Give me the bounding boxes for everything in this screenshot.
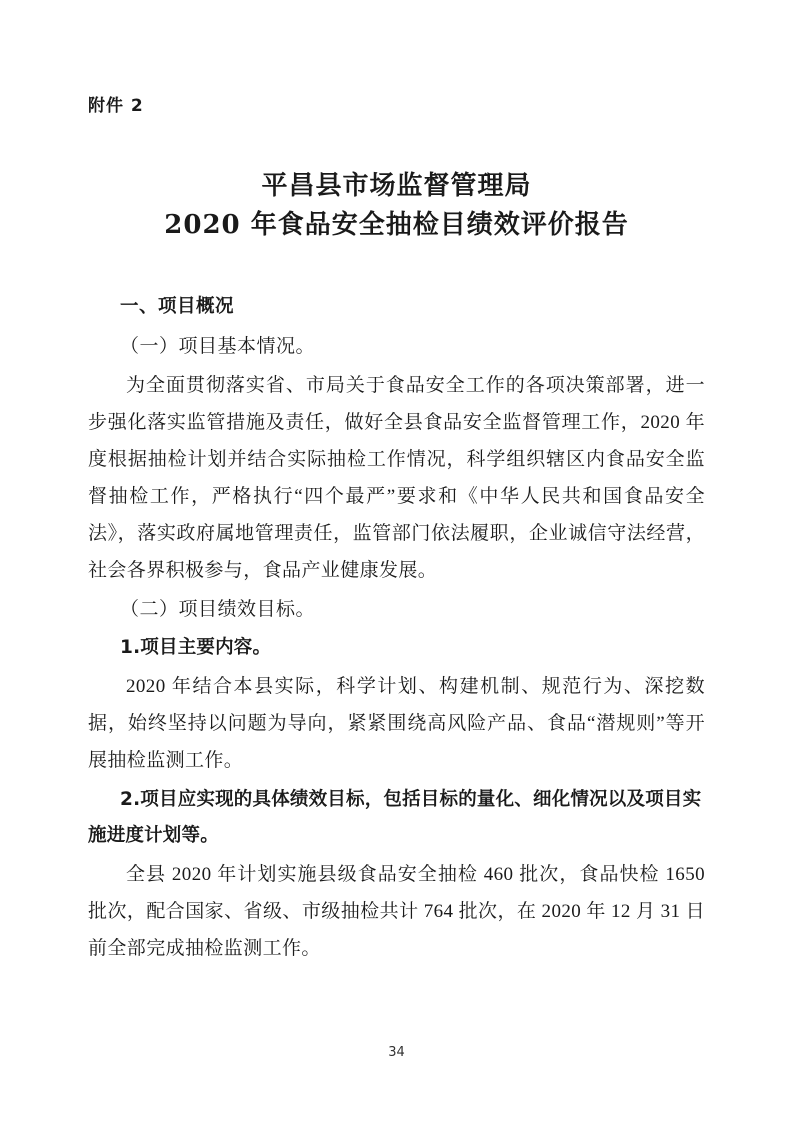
document-title-line-2: 2020 年食品安全抽检目绩效评价报告 (164, 209, 629, 240)
bold-heading-specific-goals: 2.项目应实现的具体绩效目标，包括目标的量化、细化情况以及项目实施进度计划等。 (88, 788, 702, 846)
section-heading-project-overview: 一、项目概况 (120, 295, 235, 317)
sub-heading-basic-situation: （一）项目基本情况。 (120, 335, 316, 357)
paragraph-main-content: 2020 年结合本县实际，科学计划、构建机制、规范行为、深挖数据，始终坚持以问题为导向，紧紧围绕高风险产品、食品“潜规则”等开展抽检监测工作。 (88, 676, 705, 772)
document-title (88, 167, 705, 245)
paragraph-basic-situation: 为全面贯彻落实省、市局关于食品安全工作的各项决策部署，进一步强化落实监管措施及责任，做好全县食品安全监督管理工作，2020 年度根据抽检计划并结合实际抽检工作情况，科学组织辖区内食品安全监督抽检工作，严格执行“四个最严”要求和《中华人民共和国食品安全法》，落实政府属地管理责任，监管部门依法履职，企业诚信守法经营，社会各界积极参与，食品产业健康发展。 (88, 374, 705, 582)
sub-heading-performance-goals: （二）项目绩效目标。 (120, 599, 316, 621)
bold-heading-main-content: 1.项目主要内容。 (120, 637, 272, 659)
paragraph-specific-goals: 全县 2020 年计划实施县级食品安全抽检 460 批次，食品快检 1650 批次，配合国家、省级、市级抽检共计 764 批次，在 2020 年 12 月 31 日前全部完成抽检监测工作。 (88, 863, 705, 959)
attachment-label: 附件 2 (88, 96, 144, 116)
document-title-line-1: 平昌县市场监督管理局 (261, 170, 532, 201)
page-number: 34 (388, 1045, 405, 1060)
